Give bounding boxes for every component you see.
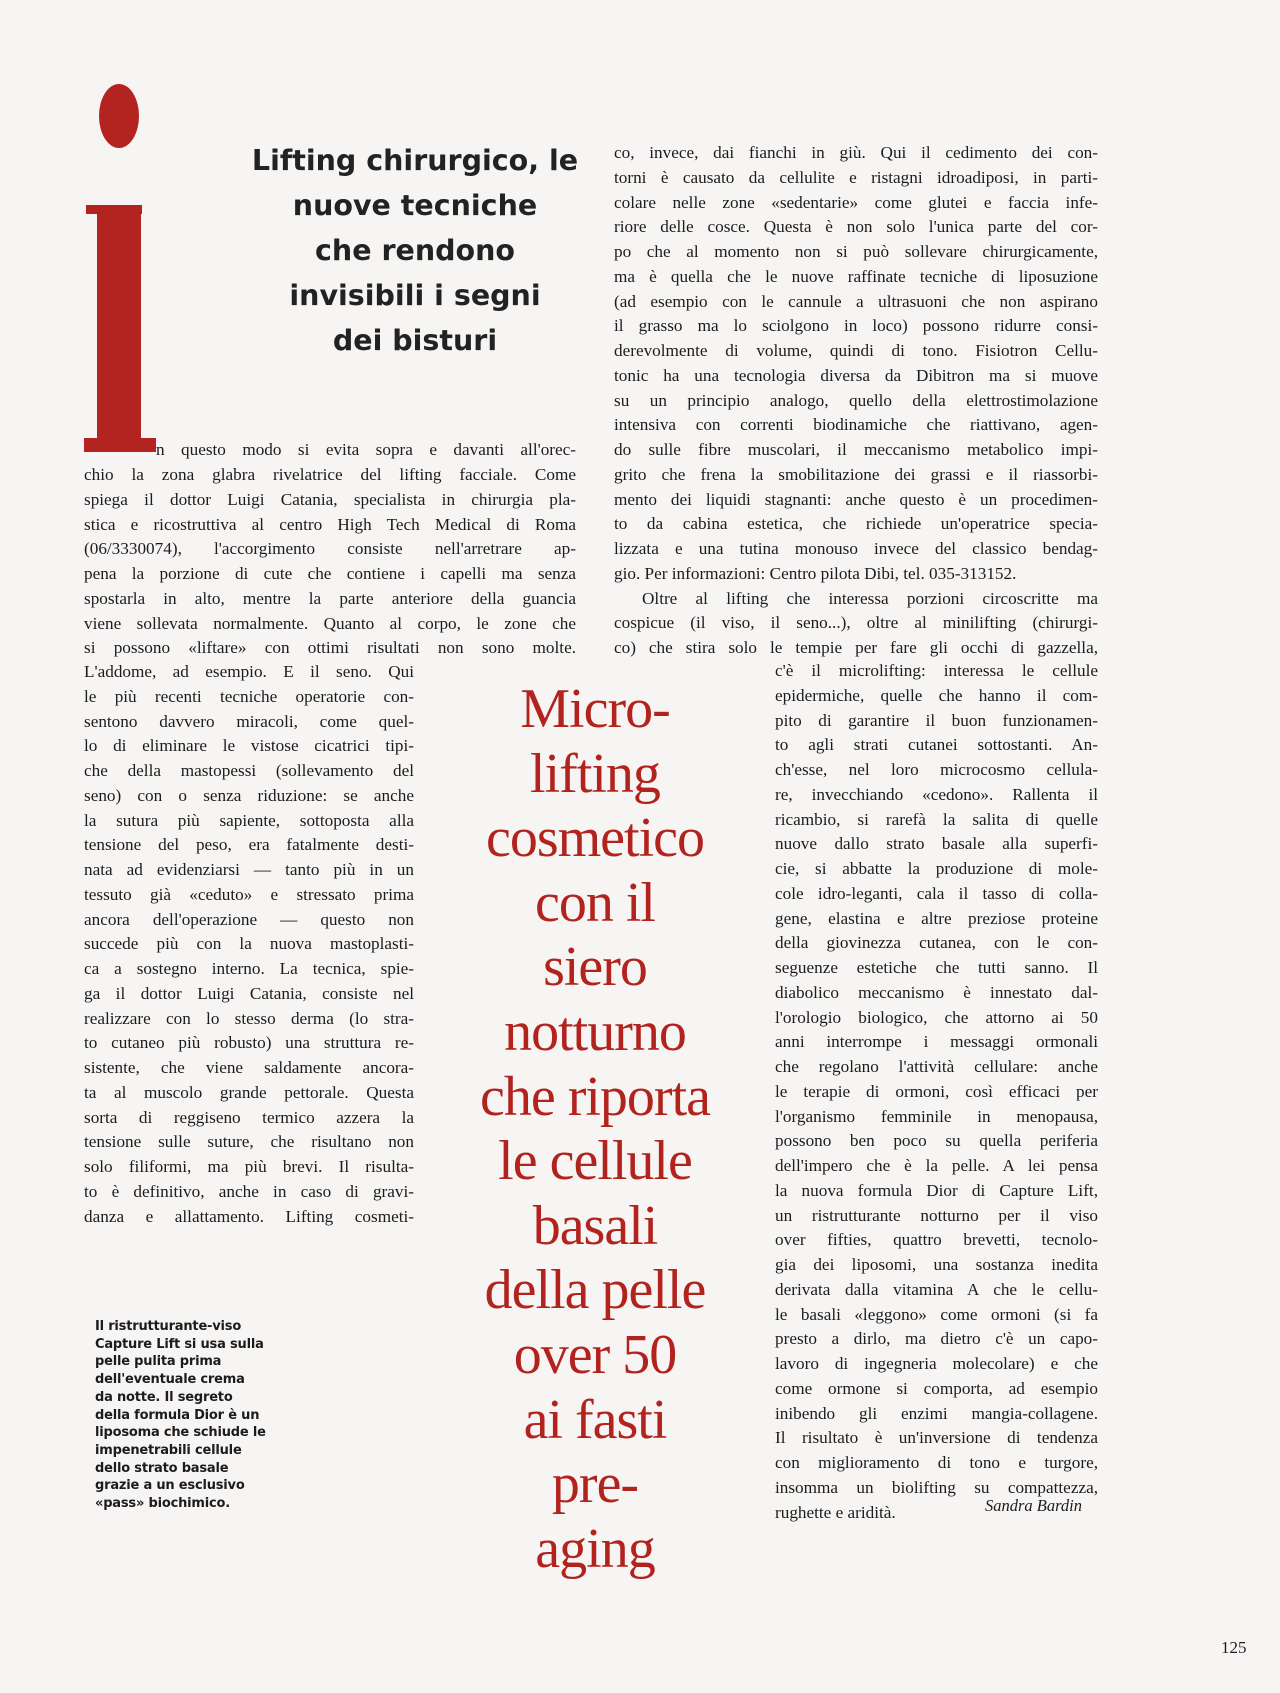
text-line: co) che stira solo le tempie per fare gli occhi di gazzella, bbox=[614, 638, 1098, 657]
text-line: Il risultato è un'inversione di tendenza bbox=[775, 1428, 1098, 1448]
text-line: diabolico meccanismo è innestato dal- bbox=[775, 982, 1098, 1002]
text-line: l'orologio biologico, che attorno ai 50 bbox=[775, 1007, 1098, 1027]
body-column-1-lower bbox=[84, 660, 414, 1229]
pull-quote-line: lifting bbox=[530, 742, 660, 805]
text-line: le più recenti tecniche operatorie con- bbox=[84, 686, 414, 706]
text-line: come ormone si comporta, ad esempio bbox=[775, 1378, 1098, 1398]
text-line: presto a dirlo, ma dietro c'è un capo- bbox=[775, 1329, 1098, 1349]
text-line: un ristrutturante notturno per il viso bbox=[775, 1205, 1098, 1225]
pull-quote-line: cosmetico bbox=[485, 807, 705, 870]
text-line: si possono «liftare» con ottimi risultati non sono molte. bbox=[84, 638, 576, 658]
text-line: possono ben poco su quella periferia bbox=[775, 1131, 1098, 1151]
pull-quote-line: che riporta bbox=[480, 1065, 710, 1128]
caption-line: dello strato basale bbox=[95, 1460, 229, 1476]
caption-line: pelle pulita prima bbox=[95, 1354, 222, 1370]
text-line: che regolano l'attività cellulare: anche bbox=[775, 1057, 1098, 1076]
photo-caption bbox=[95, 1318, 285, 1513]
pull-quote-line: basali bbox=[532, 1194, 658, 1257]
article-headline bbox=[200, 138, 630, 363]
author-signature: Sandra Bardin bbox=[985, 1496, 1083, 1515]
text-line: cospicue (il viso, il seno...), oltre al minilifting (chirurgi- bbox=[614, 613, 1098, 633]
text-line: ancora dell'operazione — questo non bbox=[84, 909, 414, 929]
text-line: chio la zona glabra rivelatrice del lifting facciale. Come bbox=[84, 465, 576, 484]
pull-quote-line: ai fasti bbox=[523, 1388, 667, 1451]
text-line: lo di eliminare le vistose cicatrici tipi- bbox=[84, 736, 414, 756]
text-line: torni è causato da cellulite e ristagni idroadiposi, in parti- bbox=[614, 167, 1098, 187]
text-line: derivata dalla vitamina A che le cellu- bbox=[775, 1279, 1098, 1299]
text-line: solo filiformi, ma più brevi. Il risulta- bbox=[84, 1157, 414, 1176]
text-line: rughette e aridità. bbox=[775, 1502, 896, 1522]
caption-line: Capture Lift si usa sulla bbox=[95, 1336, 264, 1352]
text-line: l'organismo femminile in menopausa, bbox=[775, 1106, 1098, 1126]
text-line: le basali «leggono» come ormoni (si fa bbox=[775, 1304, 1098, 1324]
text-line: n questo modo si evita sopra e davanti all'orec- bbox=[156, 440, 576, 459]
text-line: (ad esempio con le cannule a ultrasuoni che non aspirano bbox=[614, 291, 1098, 311]
pull-quote-line: pre- bbox=[551, 1453, 639, 1516]
text-line: grito che frena la smobilitazione dei grassi e il riassorbi- bbox=[614, 464, 1098, 484]
text-line: con miglioramento di tono e turgore, bbox=[775, 1453, 1098, 1472]
text-line: le terapie di ormoni, così efficaci per bbox=[775, 1081, 1098, 1101]
drop-cap-serif-bottom bbox=[84, 438, 156, 452]
text-line: sorta di reggiseno termico azzera la bbox=[84, 1107, 414, 1127]
text-line: ca a sostegno interno. La tecnica, spie- bbox=[84, 959, 414, 978]
text-line: su un principio analogo, quello della elettrostimolazione bbox=[614, 390, 1098, 410]
caption-line: «pass» biochimico. bbox=[95, 1496, 230, 1512]
text-line: spiega il dottor Luigi Catania, specialista in chirurgia pla- bbox=[84, 489, 576, 509]
text-line: ma è quella che le nuove raffinate tecniche di liposuzione bbox=[614, 266, 1098, 286]
text-line: ga il dottor Luigi Catania, consiste nel bbox=[84, 983, 414, 1003]
pull-quote-line: over 50 bbox=[513, 1323, 677, 1386]
text-line: po che al momento non si può sollevare chirurgicamente, bbox=[614, 242, 1098, 261]
pull-quote-line: notturno bbox=[504, 1000, 686, 1063]
text-line: la nuova formula Dior di Capture Lift, bbox=[775, 1180, 1098, 1200]
text-line: il grasso ma lo sciolgono in loco) possono ridurre consi- bbox=[614, 316, 1098, 336]
headline-line: nuove tecniche bbox=[292, 189, 538, 222]
body-column-1-upper bbox=[84, 463, 576, 661]
headline-line: invisibili i segni bbox=[289, 279, 541, 312]
caption-line: grazie a un esclusivo bbox=[95, 1478, 245, 1494]
text-line: ta al muscolo grande pettorale. Questa bbox=[84, 1082, 414, 1102]
text-line: tensione del peso, era fatalmente desti- bbox=[84, 835, 414, 855]
body-column-2-upper bbox=[614, 141, 1098, 661]
caption-line: da notte. Il segreto bbox=[95, 1389, 233, 1405]
text-line: viene sollevata normalmente. Quanto al corpo, le zone che bbox=[84, 613, 576, 633]
text-line: cie, si abbatte la produzione di mole- bbox=[775, 859, 1098, 878]
headline-line: che rendono bbox=[315, 234, 515, 267]
text-line: gene, elastina e altre preziose proteine bbox=[775, 908, 1098, 928]
text-line: c'è il microlifting: interessa le cellule bbox=[775, 661, 1098, 680]
text-line: sistente, che viene saldamente ancora- bbox=[84, 1058, 414, 1077]
pull-quote-line: con il bbox=[535, 871, 655, 934]
caption-line: impenetrabili cellule bbox=[95, 1442, 242, 1458]
text-line: della giovinezza cutanea, con le con- bbox=[775, 933, 1098, 953]
caption-line: della formula Dior è un bbox=[95, 1407, 260, 1423]
text-line: spostarla in alto, mentre la parte anteriore della guancia bbox=[84, 588, 576, 608]
body-column-2-lower bbox=[775, 659, 1098, 1525]
page-number: 125 bbox=[1221, 1638, 1247, 1657]
text-line: lavoro di ingegneria molecolare) e che bbox=[775, 1354, 1098, 1373]
text-line: la sutura più sapiente, sottoposta alla bbox=[84, 810, 414, 830]
text-line: pena la porzione di cute che contiene i capelli ma senza bbox=[84, 564, 576, 583]
text-line: succede più con la nuova mastoplasti- bbox=[84, 934, 414, 954]
pull-quote bbox=[430, 677, 760, 1581]
body-column-1-first-line bbox=[156, 438, 576, 463]
text-line: (06/3330074), l'accorgimento consiste nell'arretrare ap- bbox=[84, 539, 576, 559]
text-line: lizzata e una tutina monouso invece del classico bendag- bbox=[614, 539, 1098, 558]
caption-line: Il ristrutturante-viso bbox=[95, 1319, 242, 1334]
caption-line: dell'eventuale crema bbox=[95, 1372, 245, 1388]
text-line: gia dei liposomi, una sostanza inedita bbox=[775, 1255, 1098, 1274]
headline-line: Lifting chirurgico, le bbox=[251, 144, 579, 177]
text-line: over fifties, quattro brevetti, tecnolo- bbox=[775, 1230, 1098, 1250]
text-line: pito di garantire il buon funzionamen- bbox=[775, 710, 1098, 730]
text-line: anni interrompe i messaggi ormonali bbox=[775, 1032, 1098, 1052]
text-line: seguenze estetiche che tutti sanno. Il bbox=[775, 958, 1098, 977]
pull-quote-line: della pelle bbox=[484, 1259, 706, 1322]
text-line: mento dei liquidi stagnanti: anche questo è un procedimen- bbox=[614, 489, 1098, 509]
text-line: tensione sulle suture, che risultano non bbox=[84, 1132, 414, 1152]
text-line: intensiva con correnti biodinamiche che riattivano, agen- bbox=[614, 415, 1098, 435]
pull-quote-line: siero bbox=[543, 936, 647, 999]
caption-line: liposoma che schiude le bbox=[95, 1425, 266, 1441]
text-line: ch'esse, nel loro microcosmo cellula- bbox=[775, 760, 1098, 779]
pull-quote-line: Micro- bbox=[520, 678, 670, 740]
text-line: Oltre al lifting che interessa porzioni circoscritte ma bbox=[642, 588, 1098, 608]
text-line: to cutaneo più robusto) una struttura re- bbox=[84, 1033, 414, 1053]
text-line: insomma un biolifting su compattezza, bbox=[775, 1477, 1098, 1497]
pull-quote-line: aging bbox=[535, 1517, 655, 1580]
text-line: inibendo gli enzimi mangia-collagene. bbox=[775, 1403, 1098, 1423]
text-line: nata ad evidenziarsi — tanto più in un bbox=[84, 860, 414, 879]
text-line: che della mastopessi (sollevamento del bbox=[84, 761, 414, 780]
text-line: to da cabina estetica, che richiede un'operatrice specia- bbox=[614, 514, 1098, 534]
text-line: nuove dallo strato basale alla superfi- bbox=[775, 834, 1098, 854]
drop-cap-stem bbox=[97, 205, 141, 442]
text-line: do sulle fibre muscolari, il meccanismo metabolico impi- bbox=[614, 440, 1098, 459]
text-line: L'addome, ad esempio. E il seno. Qui bbox=[84, 662, 414, 681]
text-line: gio. Per informazioni: Centro pilota Dibi, tel. 035-313152. bbox=[614, 563, 1017, 583]
text-line: dell'impero che è la pelle. A lei pensa bbox=[775, 1156, 1098, 1175]
text-line: riore delle cosce. Questa è non solo l'unica parte del cor- bbox=[614, 217, 1098, 237]
text-line: re, invecchiando «cedono». Rallenta il bbox=[775, 784, 1098, 804]
text-line: danza e allattamento. Lifting cosmeti- bbox=[84, 1206, 414, 1226]
headline-line: dei bisturi bbox=[332, 324, 498, 357]
drop-cap-dot bbox=[99, 84, 139, 148]
text-line: tonic ha una tecnologia diversa da Dibitron ma si muove bbox=[614, 365, 1098, 385]
pull-quote-line: le cellule bbox=[498, 1130, 692, 1193]
text-line: seno) con o senza riduzione: se anche bbox=[84, 785, 414, 805]
text-line: cole idro-leganti, cala il tasso di colla- bbox=[775, 883, 1098, 903]
text-line: colare nelle zone «sedentarie» come glutei e faccia infe- bbox=[614, 192, 1098, 212]
text-line: tessuto già «ceduto» e stressato prima bbox=[84, 884, 414, 904]
text-line: realizzare con lo stesso derma (lo stra- bbox=[84, 1008, 414, 1028]
text-line: to agli strati cutanei sottostanti. An- bbox=[775, 735, 1098, 755]
text-line: derevolmente di volume, quindi di tono. Fisiotron Cellu- bbox=[614, 341, 1098, 360]
text-line: stica e ricostruttiva al centro High Tech Medical di Roma bbox=[84, 514, 576, 534]
text-line: ricambio, si rarefà la salita di quelle bbox=[775, 809, 1098, 829]
text-line: epidermiche, quelle che hanno il com- bbox=[775, 685, 1098, 705]
text-line: co, invece, dai fianchi in giù. Qui il cedimento dei con- bbox=[614, 143, 1098, 162]
text-line: to è definitivo, anche in caso di gravi- bbox=[84, 1181, 414, 1201]
text-line: sentono davvero miracoli, come quel- bbox=[84, 711, 414, 731]
